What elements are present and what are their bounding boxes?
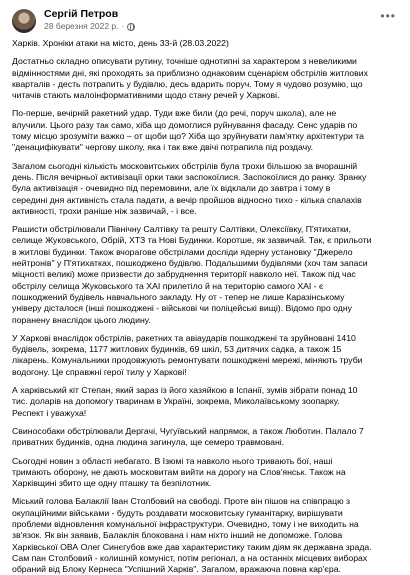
post-paragraph: У Харкові внаслідок обстрілів, ракетних та авіаударів пошкоджені та зруйновані 1410 будівель, зокрема, 1177 житлових будинків, 69 шкіл, 53 дитячих садка, а також 15 лікарень. Комунальники продовжують ремонтувати пошкоджені мережі, міняють труби водогону. Це справжні герої тилу у Харкові! [12,332,363,377]
post-paragraph: Сьогодні новин з області небагато. В Ізюмі та навколо нього тривають бої, наші тримають оборону, не дають московитам вийти на дорогу на Слов'янськ. Також на Харківщині збито ще одну пташку та безпілотник. [12,455,346,489]
post-paragraph: Свинособаки обстрілювали Дергачі, Чугуївський напрямок, а також Люботин. Палало 7 приватних будинків, одна людина загинула, ще семеро травмовані. [12,425,364,448]
author-avatar[interactable] [12,9,36,33]
post-header [12,8,398,38]
post-paragraph: Загалом сьогодні кількість московитських обстрілів була трохи більшою за вчорашній день. Після вечірньої активізації орки таки заспокоїлися. Заспокоїлися до ранку. Зранку була активізація - очевидно під перемовини, але їх відклали до завтра і тому в середині дня активність стала падати, а вечір пройшов відносно тихо - кілька спалахів активності, трохи раніше ніж зазвичай, - і все. [12,160,367,216]
post-paragraph: По-перше, вечірній ракетний удар. Туди вже били (до речі, поруч школа), але не влучили. Цього разу так само, хіба що домоглися руйнування фасаду. Сенс ударів по тому місцю зрозуміти важко – от щоби що? Хіба що зруйнувати пам'ятку архітектури та "денацифікувати" чергову школу, яка і так вже двічі потрапила під роздачу. [12,108,364,153]
post-paragraph: Рашисти обстрілювали Північну Салтівку та решту Салтівки, Олексіївку, П'ятихатки, селище Жуковського, Обрій, ХТЗ та Нові Будинки. Коротше, як зазвичай. Так, є прильоти в житлові будинки. Також вчорагове обстрілами досліди ядерну установку "Джерело нейтронів" у П'ятихатках, пошкоджено будівлю. Подальшими будівлями (хоч там запаси міцності великі) може призвести до забруднення території навколо неї. Також під час обстрілу селища Жуковського та ХАІ прилетіло й на територію самого ХАІ - є пошкоджений будівель навчального закладу. Ну от - тепер не лише Каразінському універу дісталося (інші пошкоджені - військові чи поліцейські вищі). Відомо про одну поранену внаслідок цього людину. [12,224,372,325]
more-options-icon[interactable]: ••• [380,9,396,23]
post-body [12,38,398,575]
globe-icon [127,23,135,31]
post-paragraph: Міський голова Балаклії Іван Столбовий на свободі. Проте він пішов на співпрацю з окупаційними військами - будуть роздавати московитську гуманітарку, вирішувати проблеми відновлення комунальної інфраструктури. Очевидно, тому і не виходить на зв'язок. Як він заявив, Балаклія блокована і нам ніхто інший не допоможе. Голова Харківської ОВА Олег Синєгубов вже дав характеристику таким діям як державна зрада. Сам пан Столбовий - колишній комуніст, потім регіонал, а на останніх місцевих виборах обраний від Блоку Кернеса "Успішний Харків". Загалом, вражаюча повна кар'єра. [12,496,372,575]
post-date[interactable]: 28 березня 2022 р. [44,21,119,31]
post-meta [44,8,378,32]
post-title: Харків. Хроніки атаки на місто, день 33-й (28.03.2022) [12,38,229,48]
separator-dot: · [121,21,125,31]
post-paragraph: А харківський кіт Степан, який зараз із його хазяйкою в Іспанії, зумів зібрати понад 10 тис. доларів на допомогу тваринам в Україні, зокрема, Миколаївському зоопарку. Респект і уважуха! [12,385,358,418]
author-name[interactable]: Сергій Петров [44,8,119,20]
post-paragraph: Достатньо складно описувати рутину, точніше однотипні за характером з невеликими відмінностями дні, які проходять за приблизно однаковим сценарієм обстрілів житлових кварталів - десть потрапить у будівлю, десь вдарить поруч. Тому я чудово розумію, що читачів стають малоінформативними щодо стану речей у Харкові. [12,56,368,101]
post-subline [44,21,378,32]
